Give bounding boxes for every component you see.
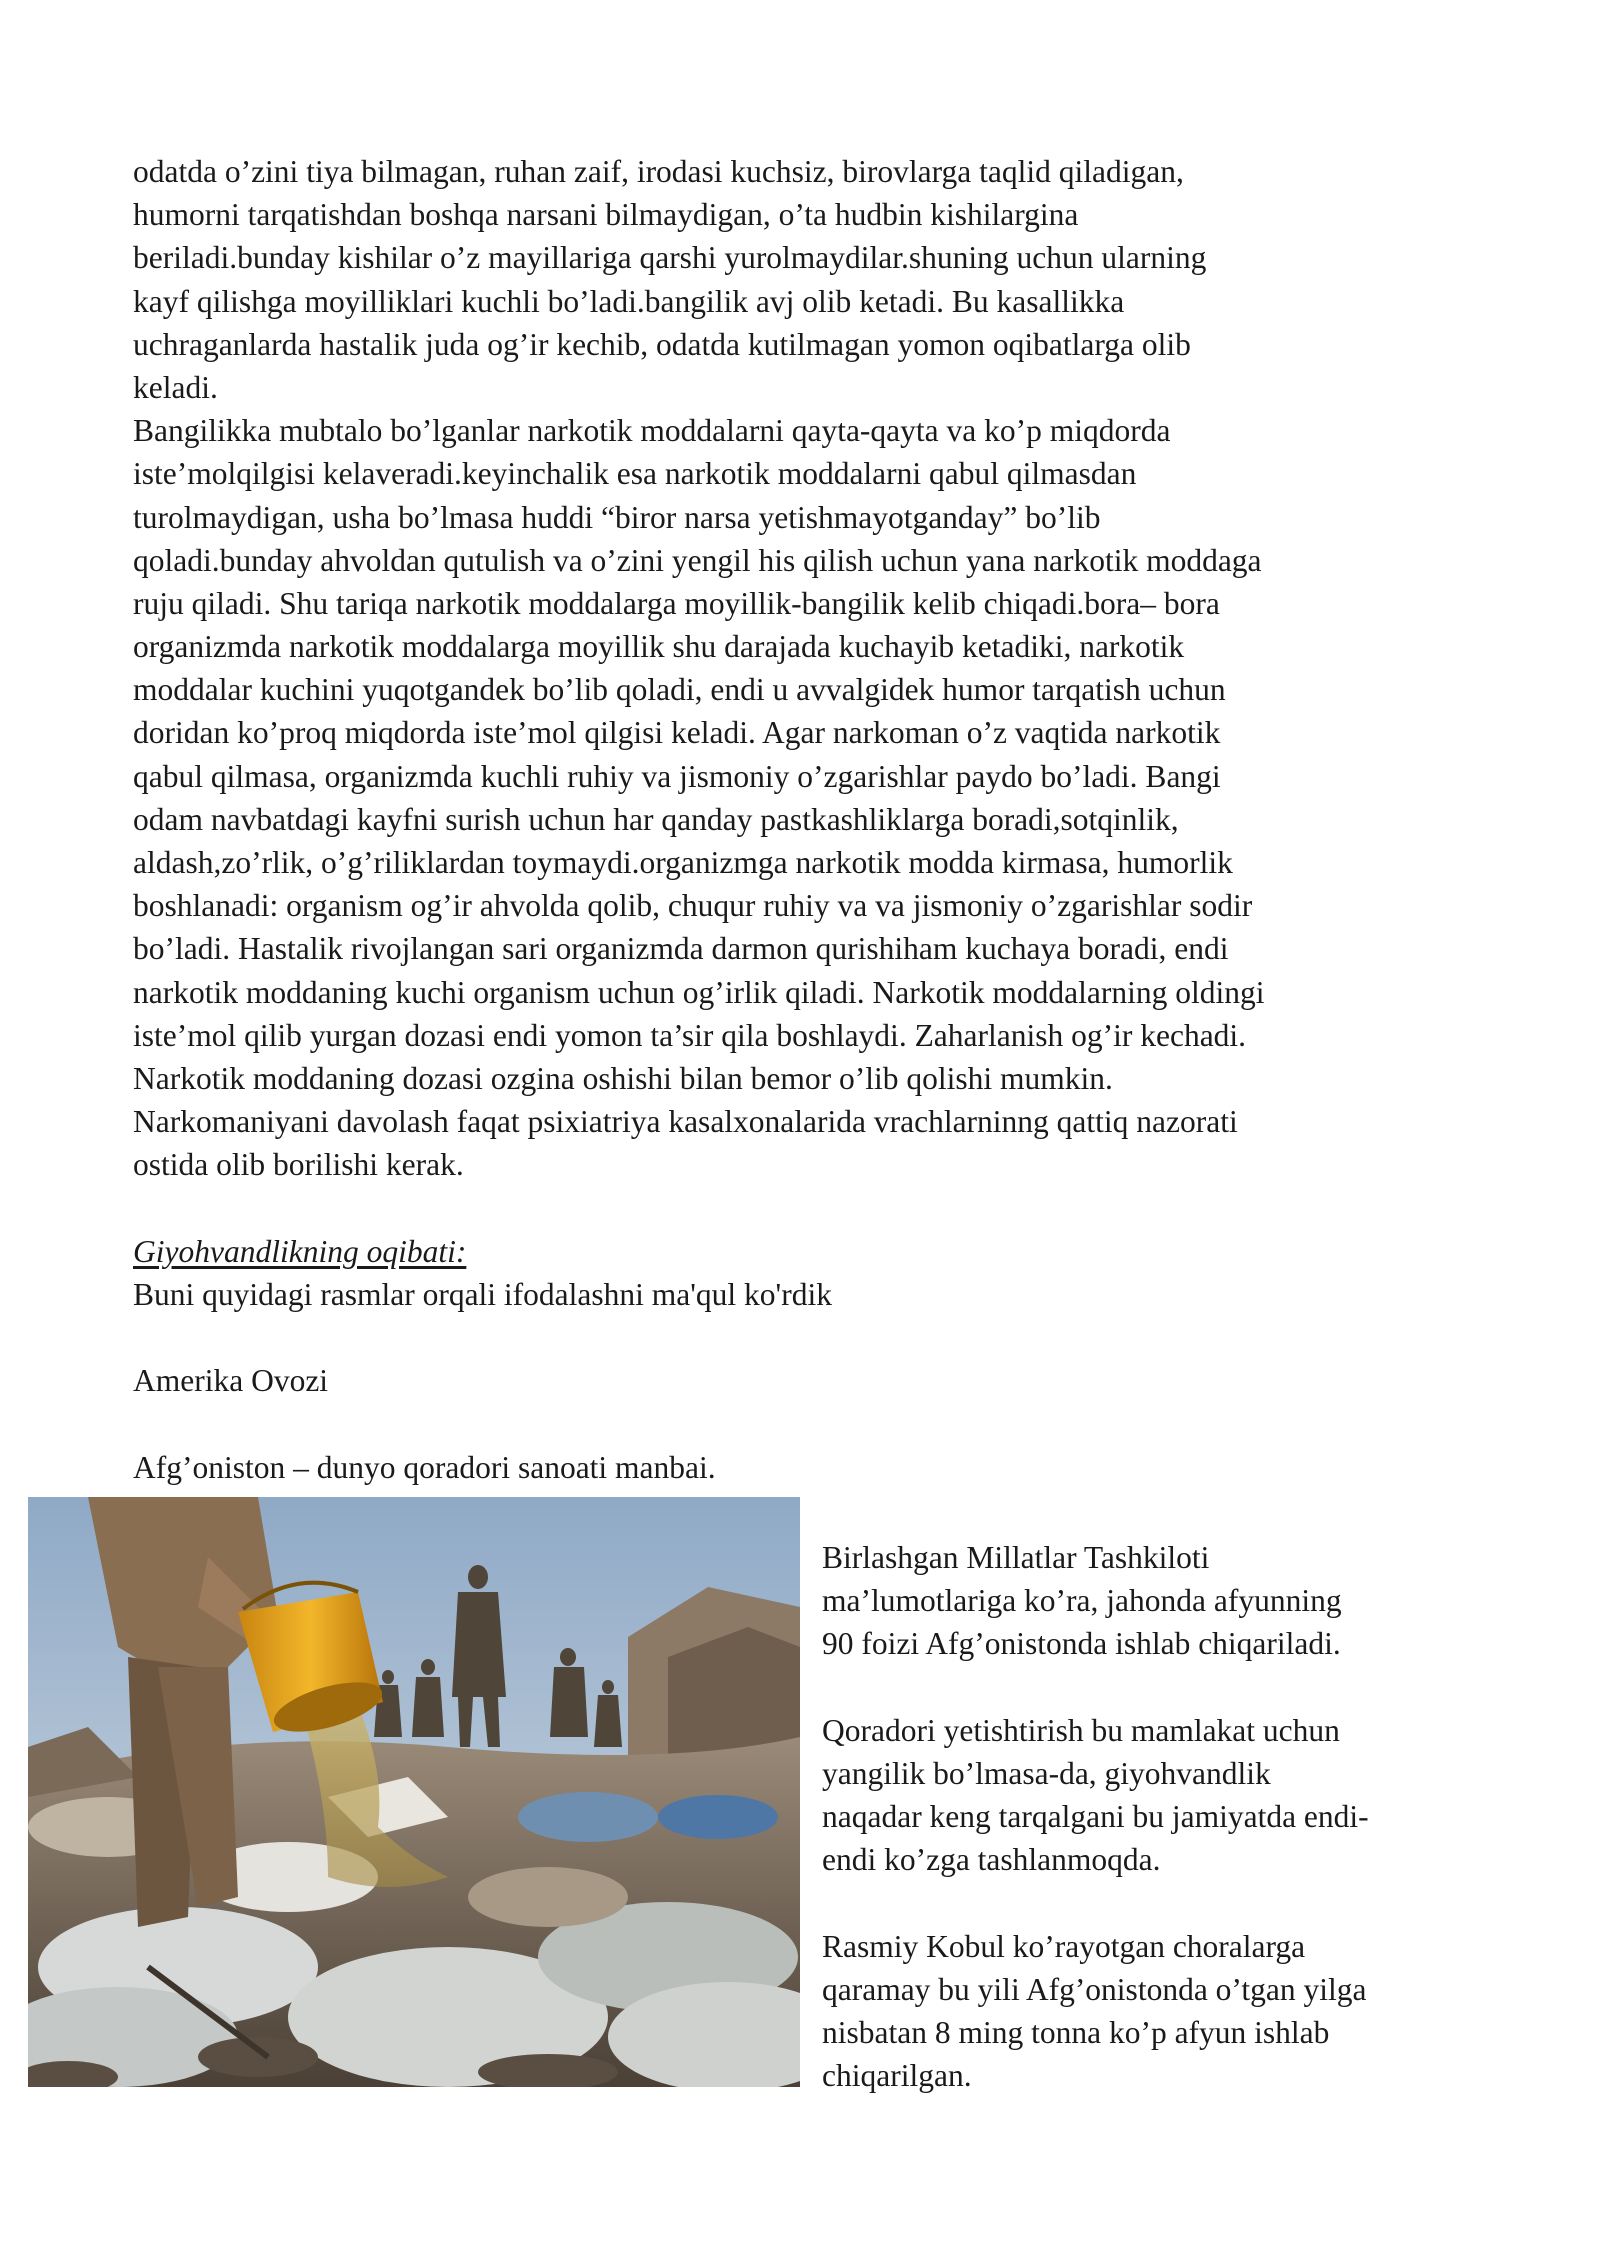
section-heading-text: Giyohvandlikning oqibati:	[133, 1233, 467, 1269]
body-line: bo’ladi. Hastalik rivojlangan sari organizmda darmon qurishiham kuchaya boradi, endi	[133, 931, 1229, 967]
body-line: Narkomaniyani davolash faqat psixiatriya kasalxonalarida vrachlarninng qattiq nazorati	[133, 1104, 1238, 1140]
body-line: iste’mol qilib yurgan dozasi endi yomon ta’sir qila boshlaydi. Zaharlanish og’ir kechadi.	[133, 1017, 1247, 1053]
caption-line: 90 foizi Afg’onistonda ishlab chiqariladi.	[822, 1626, 1341, 1662]
body-line: Narkotik moddaning dozasi ozgina oshishi bilan bemor o’lib qolishi mumkin.	[133, 1060, 1113, 1096]
spacer	[133, 1402, 1503, 1445]
caption-line: naqadar keng tarqalgani bu jamiyatda endi-	[822, 1799, 1369, 1835]
body-line: ruju qiladi. Shu tariqa narkotik moddalarga moyillik-bangilik kelib chiqadi.bora– bora	[133, 585, 1220, 621]
body-line: iste’molqilgisi kelaveradi.keyinchalik esa narkotik moddalarni qabul qilmasdan	[133, 456, 1137, 492]
caption-line: endi ko’zga tashlanmoqda.	[822, 1842, 1161, 1878]
spacer	[822, 1666, 1562, 1709]
caption-line: chiqarilgan.	[822, 2058, 972, 2094]
section-heading	[133, 1230, 1503, 1273]
caption-line: yangilik bo’lmasa-da, giyohvandlik	[822, 1755, 1271, 1791]
body-line: qoladi.bunday ahvoldan qutulish va o’zini yengil his qilish uchun yana narkotik moddaga	[133, 542, 1262, 578]
caption-line: ma’lumotlariga ko’ra, jahonda afyunning	[822, 1583, 1342, 1619]
spacer	[133, 1187, 1503, 1230]
article-headline: Afg’oniston – dunyo qoradori sanoati manbai.	[133, 1449, 716, 1485]
body-line: boshlanadi: organism og’ir ahvolda qolib, chuqur ruhiy va va jismoniy o’zgarishlar sodir	[133, 888, 1253, 924]
source-name: Amerika Ovozi	[133, 1363, 329, 1399]
spacer	[822, 1882, 1562, 1925]
section-intro: Buni quyidagi rasmlar orqali ifodalashni ma'qul ko'rdik	[133, 1276, 832, 1312]
caption-line: Qoradori yetishtirish bu mamlakat uchun	[822, 1712, 1340, 1748]
caption-line: nisbatan 8 ming tonna ko’p afyun ishlab	[822, 2015, 1330, 2051]
body-line: qabul qilmasa, organizmda kuchli ruhiy va jismoniy o’zgarishlar paydo bo’ladi. Bangi	[133, 758, 1221, 794]
body-line: odatda o’zini tiya bilmagan, ruhan zaif, irodasi kuchsiz, birovlarga taqlid qiladigan,	[133, 154, 1184, 189]
body-line: Bangilikka mubtalo bo’lganlar narkotik moddalarni qayta-qayta va ko’p miqdorda	[133, 413, 1171, 449]
body-line: kayf qilishga moyilliklari kuchli bo’ladi.bangilik avj olib ketadi. Bu kasallikka	[133, 283, 1125, 319]
body-line: organizmda narkotik moddalarga moyillik shu darajada kuchayib ketadiki, narkotik	[133, 629, 1185, 665]
news-photo	[28, 1497, 800, 2087]
caption-line: Rasmiy Kobul ko’rayotgan choralarga	[822, 1928, 1306, 1964]
body-line: beriladi.bunday kishilar o’z mayillariga qarshi yurolmaydilar.shuning uchun ularning	[133, 240, 1207, 276]
body-line: uchraganlarda hastalik juda og’ir kechib, odatda kutilmagan yomon oqibatlarga olib	[133, 326, 1191, 362]
caption-line: qaramay bu yili Afg’onistonda o’tgan yilga	[822, 1971, 1367, 2007]
body-line: ostida olib borilishi kerak.	[133, 1147, 464, 1183]
body-line: moddalar kuchini yuqotgandek bo’lib qoladi, endi u avvalgidek humor tarqatish uchun	[133, 672, 1226, 708]
body-line: turolmaydigan, usha bo’lmasa huddi “biror narsa yetishmayotganday” bo’lib	[133, 499, 1101, 535]
body-line: keladi.	[133, 369, 218, 405]
body-line: humorni tarqatishdan boshqa narsani bilmaydigan, o’ta hudbin kishilargina	[133, 197, 1079, 233]
body-text	[133, 150, 1503, 1489]
spacer	[133, 1316, 1503, 1359]
body-line: narkotik moddaning kuchi organism uchun og’irlik qiladi. Narkotik moddalarning oldingi	[133, 974, 1265, 1010]
photo-caption-text	[822, 1536, 1562, 2097]
body-line: aldash,zo’rlik, o’g’riliklardan toymaydi.organizmga narkotik modda kirmasa, humorlik	[133, 845, 1233, 880]
body-line: odam navbatdagi kayfni surish uchun har qanday pastkashliklarga boradi,sotqinlik,	[133, 801, 1179, 837]
caption-line: Birlashgan Millatlar Tashkiloti	[822, 1540, 1210, 1575]
body-line: doridan ko’proq miqdorda iste’mol qilgisi keladi. Agar narkoman o’z vaqtida narkotik	[133, 715, 1221, 751]
